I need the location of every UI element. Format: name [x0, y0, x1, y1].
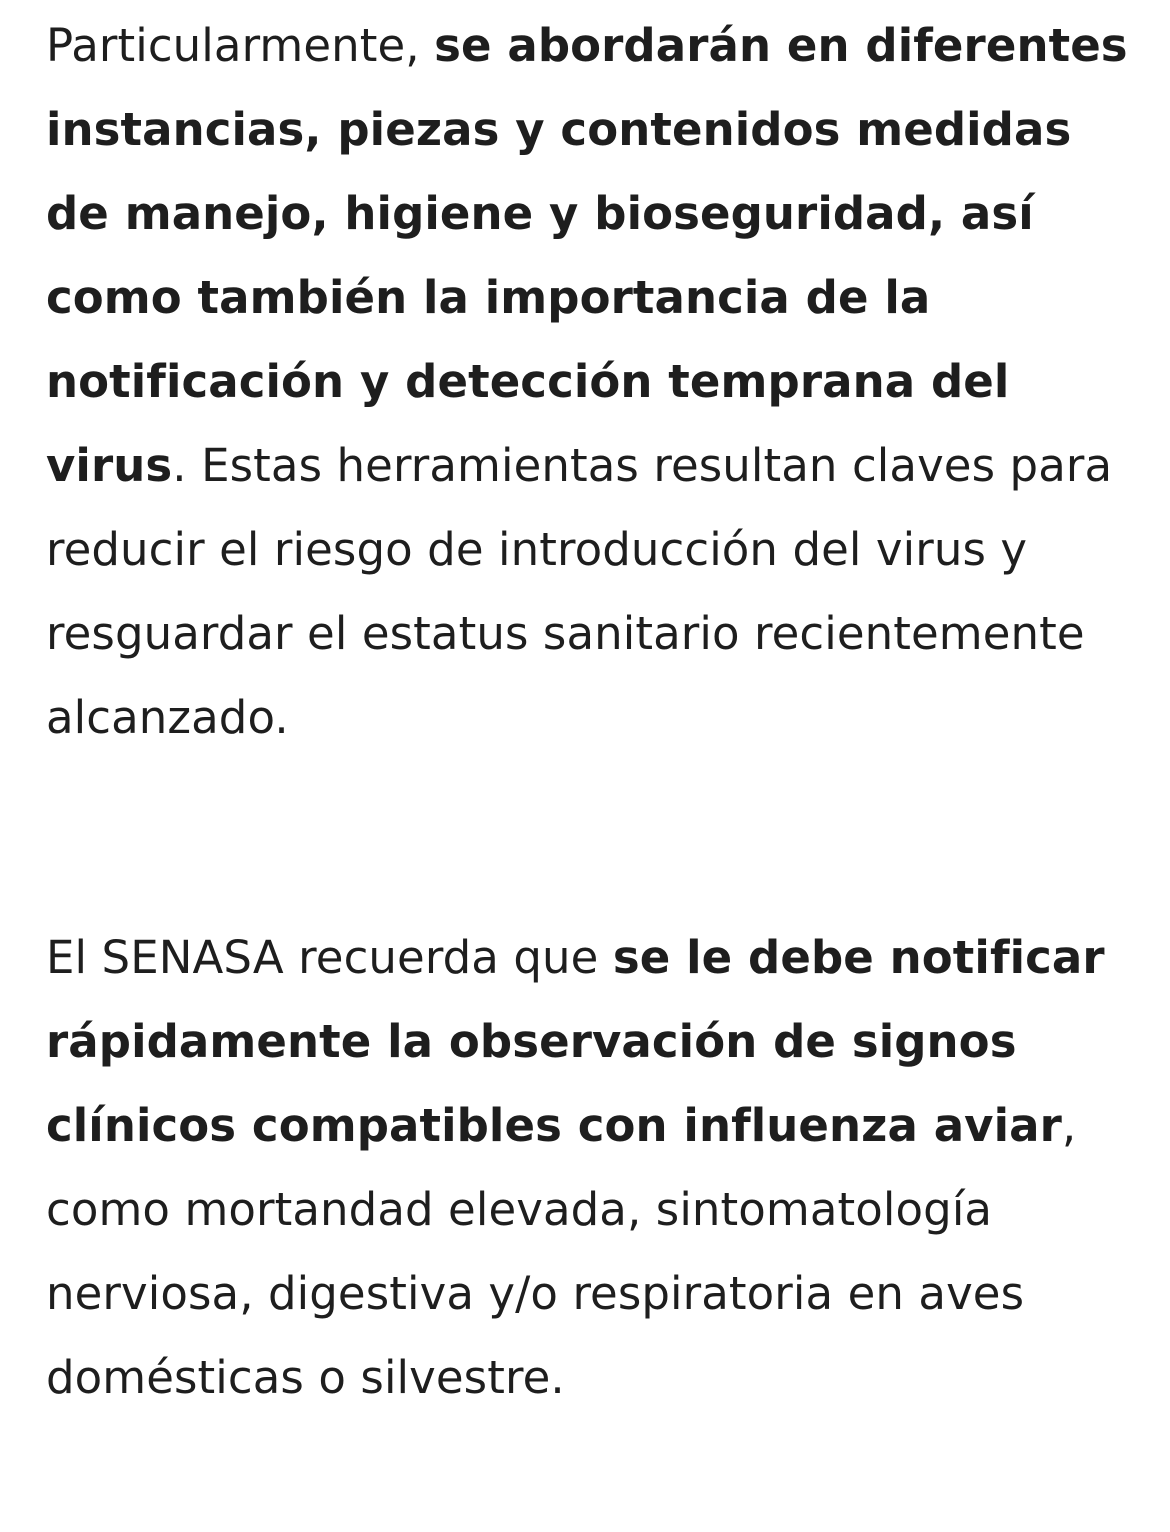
- paragraph-2-intro: El SENASA recuerda que: [46, 931, 613, 984]
- paragraph-notificacion: [46, 916, 1134, 1420]
- paragraph-2-highlight: se le debe notificar rápidamente la observación de signos clínicos compatibles con influenza aviar: [46, 931, 1105, 1152]
- paragraph-1-intro: Particularmente,: [46, 19, 435, 72]
- paragraph-2-rest: , como mortandad elevada, sintomatología nerviosa, digestiva y/o respiratoria en aves domésticas o silvestre.: [46, 1099, 1077, 1404]
- paragraph-1-highlight: se abordarán en diferentes instancias, piezas y contenidos medidas de manejo, higiene y bioseguridad, así como también la importancia de la notificación y detección temprana del virus: [46, 19, 1128, 492]
- paragraph-bioseguridad: [46, 4, 1134, 760]
- paragraph-1-rest: . Estas herramientas resultan claves para reducir el riesgo de introducción del virus y resguardar el estatus sanitario recientemente alcanzado.: [46, 439, 1113, 744]
